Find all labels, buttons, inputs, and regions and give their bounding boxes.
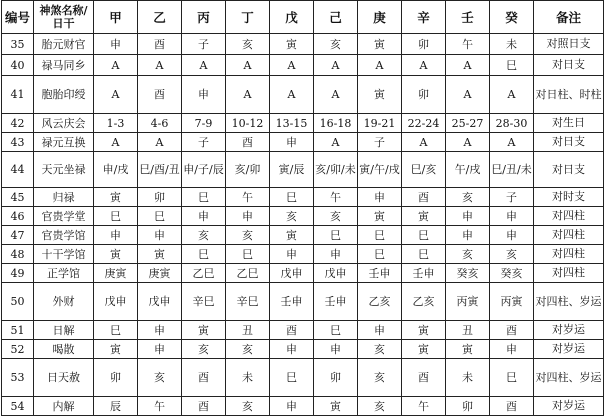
row-id: 43 xyxy=(2,133,34,152)
row-name: 内解 xyxy=(34,397,94,416)
row-note: 对四柱 xyxy=(534,245,604,264)
shensha-table xyxy=(1,0,604,416)
stem-cell: A xyxy=(314,133,358,152)
stem-cell: 亥 xyxy=(226,397,270,416)
stem-cell: 申 xyxy=(270,245,314,264)
stem-cell: 卯 xyxy=(402,34,446,55)
stem-cell: 寅/午/戌 xyxy=(358,152,402,188)
stem-cell: A xyxy=(446,133,490,152)
header-stem: 癸 xyxy=(490,1,534,34)
stem-cell: 巳 xyxy=(490,359,534,397)
row-id: 50 xyxy=(2,283,34,321)
stem-cell: 乙亥 xyxy=(358,283,402,321)
stem-cell: A xyxy=(182,55,226,76)
table-row xyxy=(2,207,604,226)
row-id: 35 xyxy=(2,34,34,55)
stem-cell: A xyxy=(490,76,534,114)
stem-cell: 亥 xyxy=(314,207,358,226)
row-name: 日解 xyxy=(34,321,94,340)
stem-cell: 寅 xyxy=(358,207,402,226)
stem-cell: 亥 xyxy=(446,245,490,264)
row-name: 胞胎印绶 xyxy=(34,76,94,114)
row-note: 对日柱、时柱 xyxy=(534,76,604,114)
table-body xyxy=(2,34,604,416)
stem-cell: 25-27 xyxy=(446,114,490,133)
row-id: 44 xyxy=(2,152,34,188)
stem-cell: 丑 xyxy=(446,321,490,340)
stem-cell: 申 xyxy=(270,133,314,152)
stem-cell: 巳 xyxy=(226,245,270,264)
table-row xyxy=(2,397,604,416)
stem-cell: 丙寅 xyxy=(490,283,534,321)
stem-cell: 7-9 xyxy=(182,114,226,133)
row-note: 对四柱 xyxy=(534,226,604,245)
stem-cell: 子 xyxy=(182,34,226,55)
stem-cell: 亥 xyxy=(358,359,402,397)
row-name: 官贵学馆 xyxy=(34,226,94,245)
stem-cell: 巳 xyxy=(314,226,358,245)
stem-cell: 癸亥 xyxy=(446,264,490,283)
row-name: 禄马同乡 xyxy=(34,55,94,76)
stem-cell: 巳 xyxy=(402,245,446,264)
stem-cell: 亥 xyxy=(314,34,358,55)
stem-cell: 酉 xyxy=(402,188,446,207)
stem-cell: 寅 xyxy=(402,321,446,340)
stem-cell: 19-21 xyxy=(358,114,402,133)
stem-cell: 申 xyxy=(358,321,402,340)
stem-cell: 亥 xyxy=(138,359,182,397)
stem-cell: 乙巳 xyxy=(182,264,226,283)
row-id: 52 xyxy=(2,340,34,359)
table-row xyxy=(2,359,604,397)
stem-cell: 未 xyxy=(490,34,534,55)
stem-cell: 寅 xyxy=(94,340,138,359)
stem-cell: 亥 xyxy=(182,226,226,245)
stem-cell: A xyxy=(314,55,358,76)
stem-cell: A xyxy=(314,76,358,114)
row-note: 对日支 xyxy=(534,152,604,188)
stem-cell: 1-3 xyxy=(94,114,138,133)
stem-cell: A xyxy=(270,55,314,76)
stem-cell: 卯 xyxy=(138,188,182,207)
row-name: 十干学馆 xyxy=(34,245,94,264)
stem-cell: 申 xyxy=(94,226,138,245)
stem-cell: 子 xyxy=(182,133,226,152)
stem-cell: 巳 xyxy=(314,321,358,340)
table-row xyxy=(2,340,604,359)
stem-cell: 辛巳 xyxy=(226,283,270,321)
stem-cell: 寅/辰 xyxy=(270,152,314,188)
stem-cell: 巳/丑/未 xyxy=(490,152,534,188)
stem-cell: 乙亥 xyxy=(402,283,446,321)
stem-cell: 申 xyxy=(226,207,270,226)
table-row xyxy=(2,283,604,321)
header-stem: 壬 xyxy=(446,1,490,34)
stem-cell: 4-6 xyxy=(138,114,182,133)
stem-cell: 巳 xyxy=(358,226,402,245)
table-row xyxy=(2,264,604,283)
stem-cell: 寅 xyxy=(270,226,314,245)
row-note: 对时支 xyxy=(534,188,604,207)
stem-cell: 壬申 xyxy=(314,283,358,321)
stem-cell: 22-24 xyxy=(402,114,446,133)
row-id: 54 xyxy=(2,397,34,416)
stem-cell: A xyxy=(94,133,138,152)
stem-cell: 午 xyxy=(138,397,182,416)
stem-cell: 巳/酉/丑 xyxy=(138,152,182,188)
row-note: 对生日 xyxy=(534,114,604,133)
stem-cell: 巳 xyxy=(94,321,138,340)
row-note: 对四柱 xyxy=(534,264,604,283)
stem-cell: 卯 xyxy=(446,397,490,416)
stem-cell: 丑 xyxy=(226,321,270,340)
header-id: 编号 xyxy=(2,1,34,34)
stem-cell: 巳 xyxy=(182,188,226,207)
row-note: 对日支 xyxy=(534,133,604,152)
stem-cell: 巳 xyxy=(138,207,182,226)
stem-cell: 申 xyxy=(314,245,358,264)
row-id: 53 xyxy=(2,359,34,397)
table-row xyxy=(2,133,604,152)
table-row xyxy=(2,152,604,188)
stem-cell: 巳 xyxy=(270,188,314,207)
stem-cell: 申 xyxy=(270,397,314,416)
stem-cell: 亥 xyxy=(270,207,314,226)
stem-cell: A xyxy=(94,76,138,114)
stem-cell: 寅 xyxy=(94,245,138,264)
stem-cell: 寅 xyxy=(358,76,402,114)
row-note: 对四柱、岁运 xyxy=(534,283,604,321)
stem-cell: 酉 xyxy=(138,34,182,55)
stem-cell: 辛巳 xyxy=(182,283,226,321)
table-row xyxy=(2,321,604,340)
row-note: 对四柱 xyxy=(534,207,604,226)
stem-cell: A xyxy=(358,55,402,76)
stem-cell: 申 xyxy=(94,34,138,55)
stem-cell: A xyxy=(138,55,182,76)
stem-cell: 戊申 xyxy=(314,264,358,283)
row-id: 42 xyxy=(2,114,34,133)
row-id: 49 xyxy=(2,264,34,283)
row-name: 归禄 xyxy=(34,188,94,207)
stem-cell: 寅 xyxy=(138,245,182,264)
stem-cell: A xyxy=(490,133,534,152)
stem-cell: 申 xyxy=(490,207,534,226)
stem-cell: 庚寅 xyxy=(138,264,182,283)
row-note: 对岁运 xyxy=(534,340,604,359)
stem-cell: A xyxy=(226,55,270,76)
stem-cell: 28-30 xyxy=(490,114,534,133)
stem-cell: 申 xyxy=(138,321,182,340)
stem-cell: 申 xyxy=(182,76,226,114)
stem-cell: 酉 xyxy=(226,133,270,152)
stem-cell: 丙寅 xyxy=(446,283,490,321)
stem-cell: 未 xyxy=(226,359,270,397)
stem-cell: 戊申 xyxy=(270,264,314,283)
stem-cell: 申 xyxy=(138,340,182,359)
stem-cell: 卯 xyxy=(402,76,446,114)
header-stem: 辛 xyxy=(402,1,446,34)
stem-cell: 戊申 xyxy=(94,283,138,321)
stem-cell: 巳/亥 xyxy=(402,152,446,188)
stem-cell: 酉 xyxy=(182,359,226,397)
row-note: 对日支 xyxy=(534,55,604,76)
stem-cell: 亥 xyxy=(226,340,270,359)
row-id: 47 xyxy=(2,226,34,245)
stem-cell: 庚寅 xyxy=(94,264,138,283)
stem-cell: 午 xyxy=(314,188,358,207)
row-id: 48 xyxy=(2,245,34,264)
stem-cell: 午 xyxy=(402,397,446,416)
stem-cell: 酉 xyxy=(402,359,446,397)
table-row xyxy=(2,245,604,264)
row-note: 对岁运 xyxy=(534,321,604,340)
header-name-line2: 日干 xyxy=(52,17,75,30)
stem-cell: 申 xyxy=(358,188,402,207)
stem-cell: 未 xyxy=(446,359,490,397)
header-name xyxy=(34,1,94,34)
stem-cell: 子 xyxy=(490,188,534,207)
stem-cell: 巳 xyxy=(358,245,402,264)
row-note: 对四柱、岁运 xyxy=(534,359,604,397)
stem-cell: 辰 xyxy=(94,397,138,416)
header-stem: 甲 xyxy=(94,1,138,34)
stem-cell: 壬申 xyxy=(402,264,446,283)
row-name: 日天赦 xyxy=(34,359,94,397)
stem-cell: 癸亥 xyxy=(490,264,534,283)
stem-cell: A xyxy=(446,55,490,76)
stem-cell: 申 xyxy=(182,207,226,226)
stem-cell: A xyxy=(402,55,446,76)
stem-cell: 申 xyxy=(490,226,534,245)
stem-cell: 亥 xyxy=(490,245,534,264)
stem-cell: A xyxy=(94,55,138,76)
stem-cell: 巳 xyxy=(94,207,138,226)
stem-cell: 寅 xyxy=(402,340,446,359)
stem-cell: A xyxy=(402,133,446,152)
stem-cell: 巳 xyxy=(490,55,534,76)
header-stem: 乙 xyxy=(138,1,182,34)
stem-cell: A xyxy=(446,76,490,114)
stem-cell: 戊申 xyxy=(138,283,182,321)
row-name: 天元坐禄 xyxy=(34,152,94,188)
stem-cell: 酉 xyxy=(490,397,534,416)
stem-cell: 卯 xyxy=(314,359,358,397)
stem-cell: 寅 xyxy=(358,34,402,55)
stem-cell: 申 xyxy=(446,207,490,226)
stem-cell: 亥 xyxy=(358,340,402,359)
stem-cell: 亥 xyxy=(182,340,226,359)
stem-cell: 酉 xyxy=(138,76,182,114)
header-note: 备注 xyxy=(534,1,604,34)
row-name: 喝散 xyxy=(34,340,94,359)
table-header-row xyxy=(2,1,604,34)
stem-cell: 申/戌 xyxy=(94,152,138,188)
stem-cell: 寅 xyxy=(270,34,314,55)
row-note: 对岁运 xyxy=(534,397,604,416)
header-stem: 己 xyxy=(314,1,358,34)
stem-cell: 乙巳 xyxy=(226,264,270,283)
row-name: 风云庆会 xyxy=(34,114,94,133)
table-row xyxy=(2,114,604,133)
stem-cell: 亥 xyxy=(358,397,402,416)
stem-cell: 亥 xyxy=(446,188,490,207)
stem-cell: 壬申 xyxy=(270,283,314,321)
table-row xyxy=(2,34,604,55)
row-name: 正学馆 xyxy=(34,264,94,283)
stem-cell: 亥/卯 xyxy=(226,152,270,188)
stem-cell: 酉 xyxy=(182,397,226,416)
row-name: 禄元互换 xyxy=(34,133,94,152)
row-name: 胎元财官 xyxy=(34,34,94,55)
table-row xyxy=(2,55,604,76)
stem-cell: 13-15 xyxy=(270,114,314,133)
stem-cell: 巳 xyxy=(182,245,226,264)
stem-cell: 亥 xyxy=(226,34,270,55)
stem-cell: 卯 xyxy=(94,359,138,397)
stem-cell: 子 xyxy=(358,133,402,152)
row-name: 外财 xyxy=(34,283,94,321)
stem-cell: 申 xyxy=(270,340,314,359)
row-id: 40 xyxy=(2,55,34,76)
stem-cell: 巳 xyxy=(402,226,446,245)
stem-cell: 亥/卯/未 xyxy=(314,152,358,188)
stem-cell: 寅 xyxy=(402,207,446,226)
stem-cell: A xyxy=(226,76,270,114)
table-row xyxy=(2,76,604,114)
header-stem: 丁 xyxy=(226,1,270,34)
stem-cell: 寅 xyxy=(94,188,138,207)
stem-cell: 酉 xyxy=(490,321,534,340)
header-stem: 庚 xyxy=(358,1,402,34)
table-row xyxy=(2,188,604,207)
stem-cell: 寅 xyxy=(314,397,358,416)
stem-cell: 申 xyxy=(446,226,490,245)
stem-cell: 申 xyxy=(314,340,358,359)
stem-cell: 亥 xyxy=(226,226,270,245)
stem-cell: 申 xyxy=(138,226,182,245)
stem-cell: 壬申 xyxy=(358,264,402,283)
table-row xyxy=(2,226,604,245)
stem-cell: 申/子/辰 xyxy=(182,152,226,188)
stem-cell: 酉 xyxy=(270,321,314,340)
row-name: 官贵学堂 xyxy=(34,207,94,226)
row-id: 41 xyxy=(2,76,34,114)
stem-cell: A xyxy=(270,76,314,114)
stem-cell: 午/戌 xyxy=(446,152,490,188)
row-note: 对照日支 xyxy=(534,34,604,55)
stem-cell: 寅 xyxy=(446,340,490,359)
stem-cell: A xyxy=(138,133,182,152)
header-name-line1: 神煞名称/ xyxy=(39,4,88,17)
stem-cell: 巳 xyxy=(270,359,314,397)
header-stem: 戊 xyxy=(270,1,314,34)
stem-cell: 16-18 xyxy=(314,114,358,133)
header-stem: 丙 xyxy=(182,1,226,34)
stem-cell: 寅 xyxy=(182,321,226,340)
stem-cell: 10-12 xyxy=(226,114,270,133)
stem-cell: 午 xyxy=(446,34,490,55)
row-id: 45 xyxy=(2,188,34,207)
stem-cell: 申 xyxy=(490,340,534,359)
row-id: 46 xyxy=(2,207,34,226)
row-id: 51 xyxy=(2,321,34,340)
stem-cell: 午 xyxy=(226,188,270,207)
